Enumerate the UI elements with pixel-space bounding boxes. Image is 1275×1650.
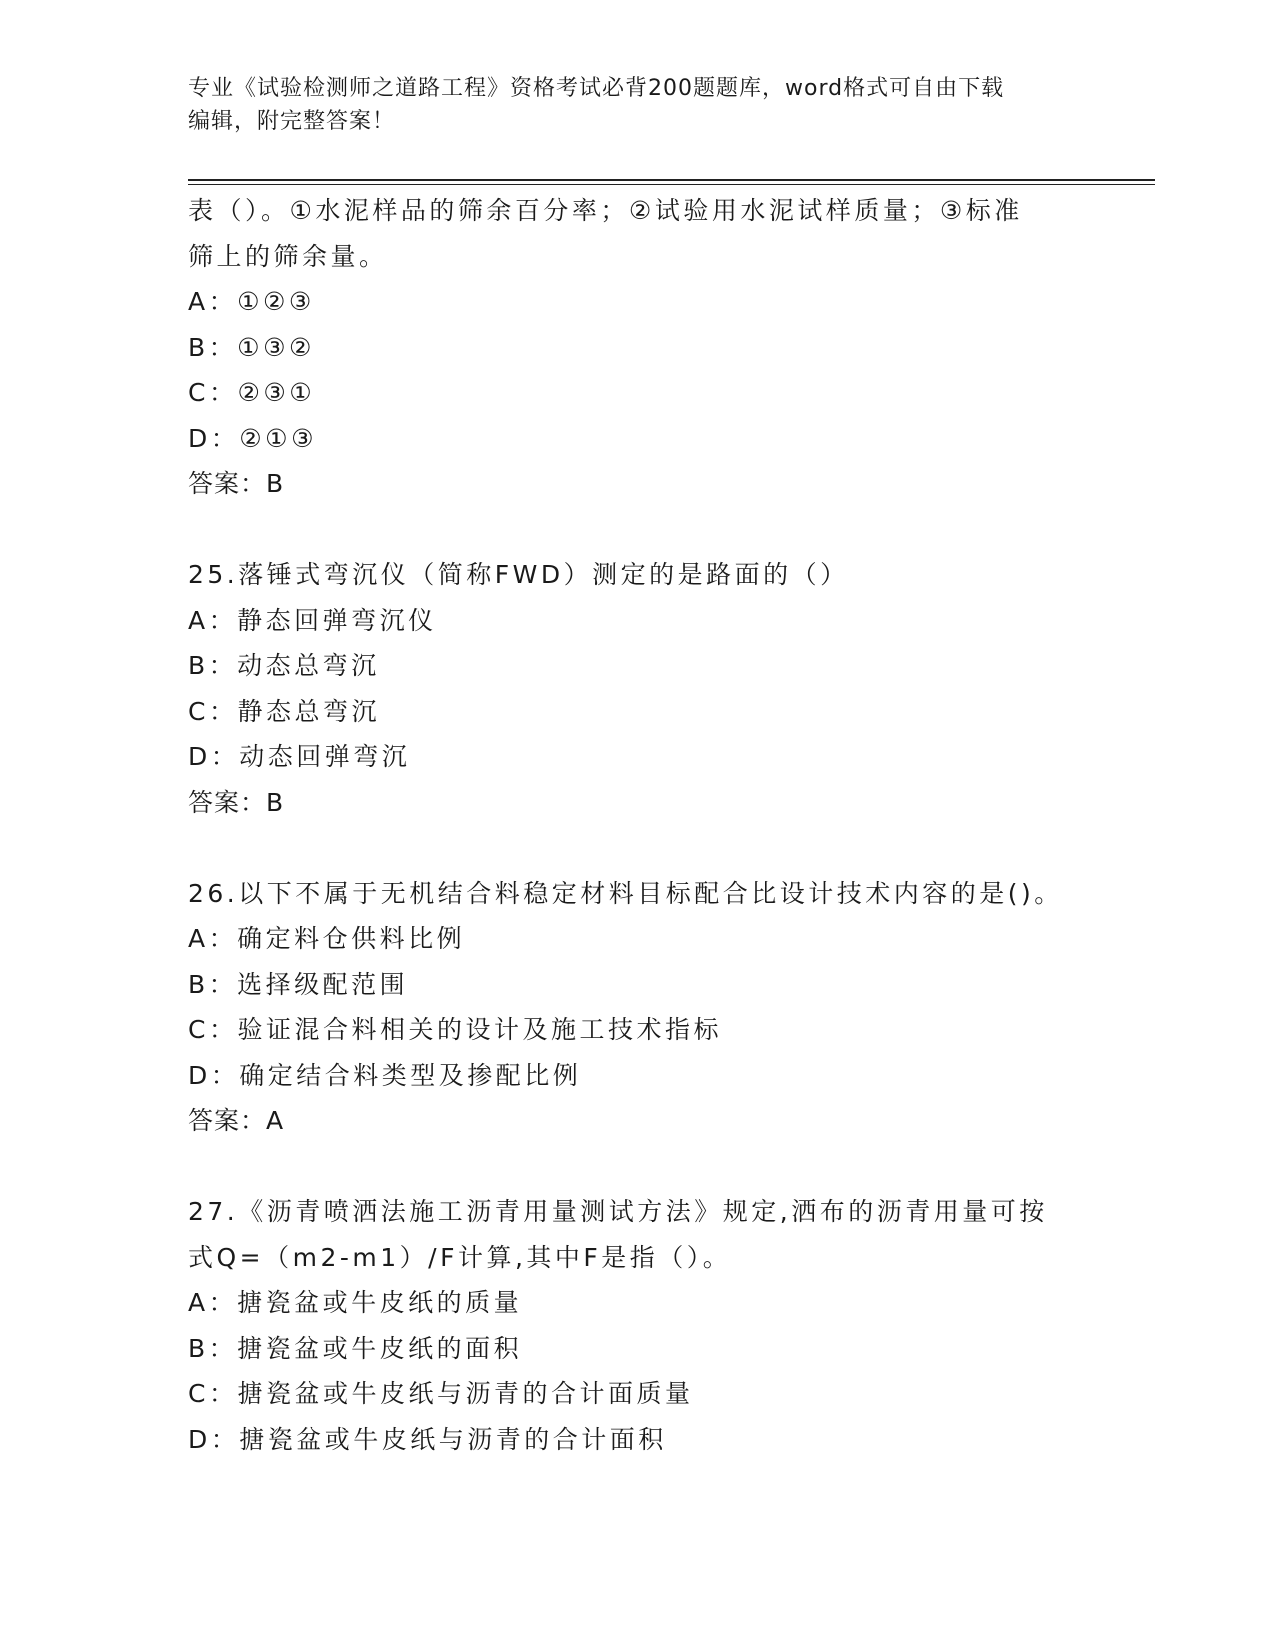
option-b: B：搪瓷盆或牛皮纸的面积 bbox=[188, 1333, 523, 1363]
question-block bbox=[188, 188, 1088, 507]
question-stem: 27.《沥青喷洒法施工沥青用量测试方法》规定,洒布的沥青用量可按 bbox=[188, 1197, 1048, 1226]
option-c: C：搪瓷盆或牛皮纸与沥青的合计面质量 bbox=[188, 1379, 694, 1408]
header-title-line-1: 专业《试验检测师之道路工程》资格考试必背200题题库，word格式可自由下载 bbox=[188, 76, 1005, 101]
spacer bbox=[188, 1144, 1088, 1190]
option-a: A：搪瓷盆或牛皮纸的质量 bbox=[188, 1288, 523, 1317]
question-stem: 25.落锤式弯沉仪（简称FWD）测定的是路面的（） bbox=[188, 560, 849, 589]
answer-line: 答案：B bbox=[188, 787, 285, 817]
document-header bbox=[188, 72, 1088, 138]
header-divider-thin bbox=[188, 184, 1155, 185]
header-divider-thick bbox=[188, 179, 1155, 181]
option-d: D：搪瓷盆或牛皮纸与沥青的合计面积 bbox=[188, 1424, 667, 1454]
question-stem: 26.以下不属于无机结合料稳定材料目标配合比设计技术内容的是()。 bbox=[188, 878, 1063, 908]
answer-line: 答案：B bbox=[188, 469, 285, 498]
option-d: D：确定结合料类型及掺配比例 bbox=[188, 1060, 582, 1090]
spacer bbox=[188, 507, 1088, 553]
option-a: A：①②③ bbox=[188, 287, 315, 316]
option-d: D：②①③ bbox=[188, 423, 317, 453]
question-list bbox=[188, 188, 1088, 1462]
answer-line: 答案：A bbox=[188, 1106, 285, 1135]
question-stem: 式Q=（m2-m1）/F计算,其中F是指（）。 bbox=[188, 1242, 732, 1272]
question-stem: 筛上的筛余量。 bbox=[188, 241, 388, 271]
option-c: C：验证混合料相关的设计及施工技术指标 bbox=[188, 1015, 722, 1044]
option-b: B：①③② bbox=[188, 332, 315, 362]
header-title-line-2: 编辑，附完整答案！ bbox=[188, 109, 396, 134]
spacer bbox=[188, 825, 1088, 871]
option-a: A：静态回弹弯沉仪 bbox=[188, 605, 437, 635]
option-b: B：选择级配范围 bbox=[188, 969, 409, 999]
option-c: C：静态总弯沉 bbox=[188, 696, 380, 726]
question-block bbox=[188, 1189, 1088, 1462]
question-block bbox=[188, 552, 1088, 825]
question-stem: 表（）。①水泥样品的筛余百分率；②试验用水泥试样质量；③标准 bbox=[188, 196, 1023, 225]
question-block bbox=[188, 871, 1088, 1144]
option-b: B：动态总弯沉 bbox=[188, 651, 380, 680]
option-d: D：动态回弹弯沉 bbox=[188, 742, 411, 771]
option-c: C：②③① bbox=[188, 378, 316, 407]
option-a: A：确定料仓供料比例 bbox=[188, 924, 466, 953]
